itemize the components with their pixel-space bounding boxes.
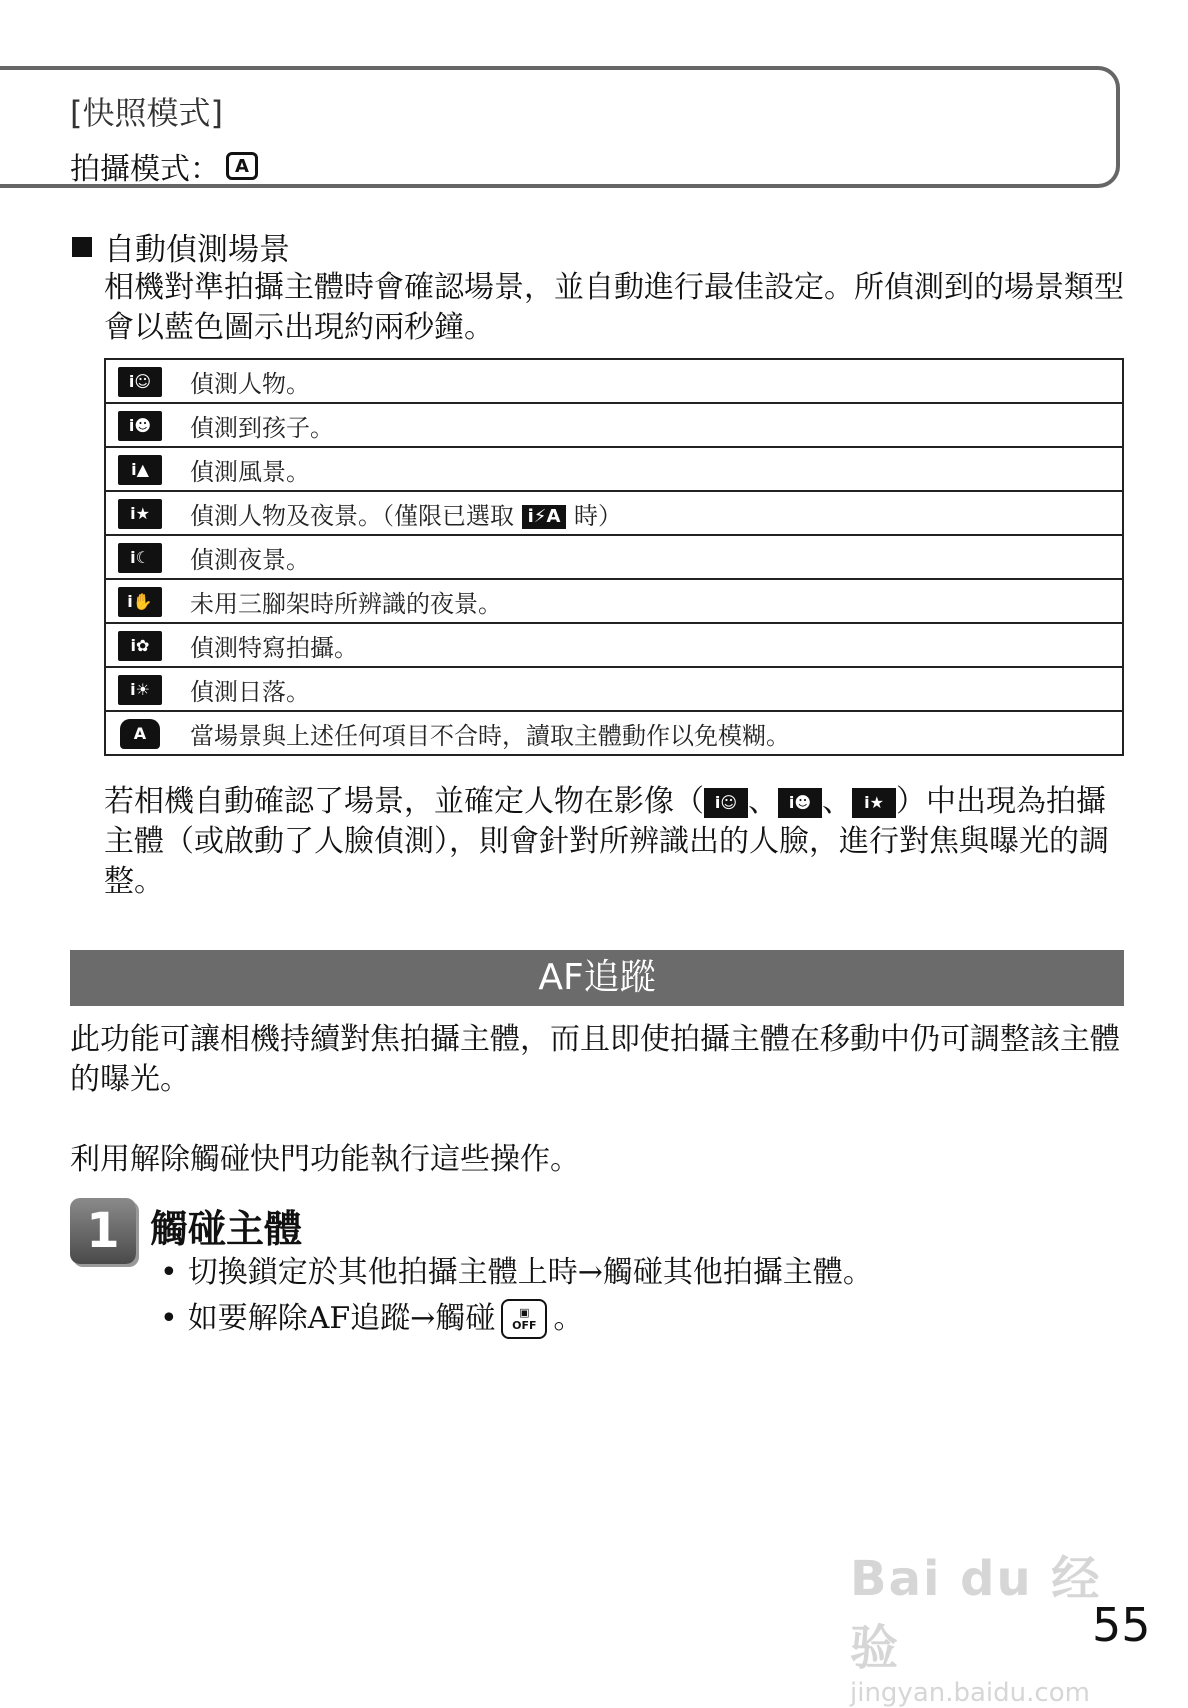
- table-row: [105, 403, 1123, 447]
- i-night-portrait-icon: i★: [118, 499, 162, 529]
- section-title: [72, 224, 290, 269]
- table-row: [105, 623, 1123, 667]
- table-row: [105, 711, 1123, 755]
- i-portrait-icon: i☺: [704, 788, 748, 818]
- i-scenery-icon: i▲: [118, 455, 162, 485]
- table-row: [105, 667, 1123, 711]
- i-night-portrait-icon: i★: [852, 788, 896, 818]
- watermark-brand: Bai du 经验: [850, 1551, 1102, 1676]
- af-description: 此功能可讓相機持續對焦拍攝主體，而且即使拍攝主體在移動中仍可調整該主體的曝光。: [70, 1022, 1120, 1097]
- af-tracking-off-icon: ▣ OFF: [501, 1299, 547, 1339]
- af-frame-glyph-icon: ▣: [519, 1306, 530, 1319]
- intro-paragraph: 相機對準拍攝主體時會確認場景，並自動進行最佳設定。所偵測到的場景類型會以藍色圖示出現約兩秒鐘。: [104, 270, 1124, 345]
- scene-text: 偵測夜景。: [174, 535, 1123, 579]
- bullet-dot-icon: •: [160, 1301, 178, 1336]
- step-title: 觸碰主體: [150, 1207, 303, 1251]
- i-baby-icon: i☻: [118, 411, 162, 441]
- list-item: • 如要解除AF追蹤→觸碰 ▣ OFF 。: [160, 1296, 873, 1342]
- page-number: 55: [1092, 1598, 1151, 1652]
- scene-text: 偵測特寫拍攝。: [174, 623, 1123, 667]
- i-macro-icon: i✿: [118, 631, 162, 661]
- table-row: [105, 359, 1123, 403]
- af-tracking-heading: AF追蹤: [70, 950, 1124, 1006]
- i-night-scenery-icon: i☾: [118, 543, 162, 573]
- list-item: • 切換鎖定於其他拍攝主體上時→觸碰其他拍攝主體。: [160, 1250, 873, 1296]
- watermark-url: jingyan.baidu.com: [850, 1678, 1090, 1708]
- baidu-watermark: [850, 1540, 1130, 1708]
- i-sunset-icon: i☀: [118, 675, 162, 705]
- scene-text-before: 偵測人物及夜景。（僅限已選取: [190, 501, 514, 530]
- scene-table: [104, 358, 1124, 756]
- scene-text: 偵測日落。: [174, 667, 1123, 711]
- scene-text: 偵測人物。: [174, 359, 1123, 403]
- step-number-badge: 1: [70, 1198, 136, 1264]
- scene-text: 未用三腳架時所辨識的夜景。: [174, 579, 1123, 623]
- auto-mode-icon: A: [226, 152, 258, 180]
- intelligent-auto-icon: A: [120, 719, 160, 749]
- bullet-dot-icon: •: [160, 1255, 178, 1290]
- shooting-mode-label: 拍攝模式：: [70, 152, 220, 187]
- scene-text: 偵測到孩子。: [174, 403, 1123, 447]
- i-handheld-night-icon: i✋: [118, 587, 162, 617]
- scene-text: 偵測風景。: [174, 447, 1123, 491]
- table-row: [105, 447, 1123, 491]
- mode-title: [快照模式]: [70, 94, 223, 132]
- af-note: 利用解除觸碰快門功能執行這些操作。: [70, 1142, 580, 1177]
- intelligent-auto-plus-icon: i⚡A: [522, 505, 567, 529]
- shooting-mode-line: [70, 144, 258, 188]
- table-row: [105, 491, 1123, 535]
- i-baby-icon: i☻: [778, 788, 822, 818]
- square-bullet-icon: [72, 237, 92, 257]
- scene-text: [174, 491, 1123, 535]
- section-title-text: 自動偵測場景: [104, 232, 290, 268]
- i-portrait-icon: i☺: [118, 367, 162, 397]
- scene-text: 當場景與上述任何項目不合時，讀取主體動作以免模糊。: [174, 711, 1123, 755]
- face-note-paragraph: 若相機自動確認了場景，並確定人物在影像（ i☺ 、 i☻ 、 i★ ）中出現為拍攝主體（或啟動了人臉偵測），則會針對所辨識出的人臉，進行對焦與曝光的調整。: [104, 784, 1109, 899]
- table-row: [105, 579, 1123, 623]
- table-row: [105, 535, 1123, 579]
- scene-text-after: 時）: [574, 501, 623, 530]
- step-bullets: [160, 1250, 873, 1342]
